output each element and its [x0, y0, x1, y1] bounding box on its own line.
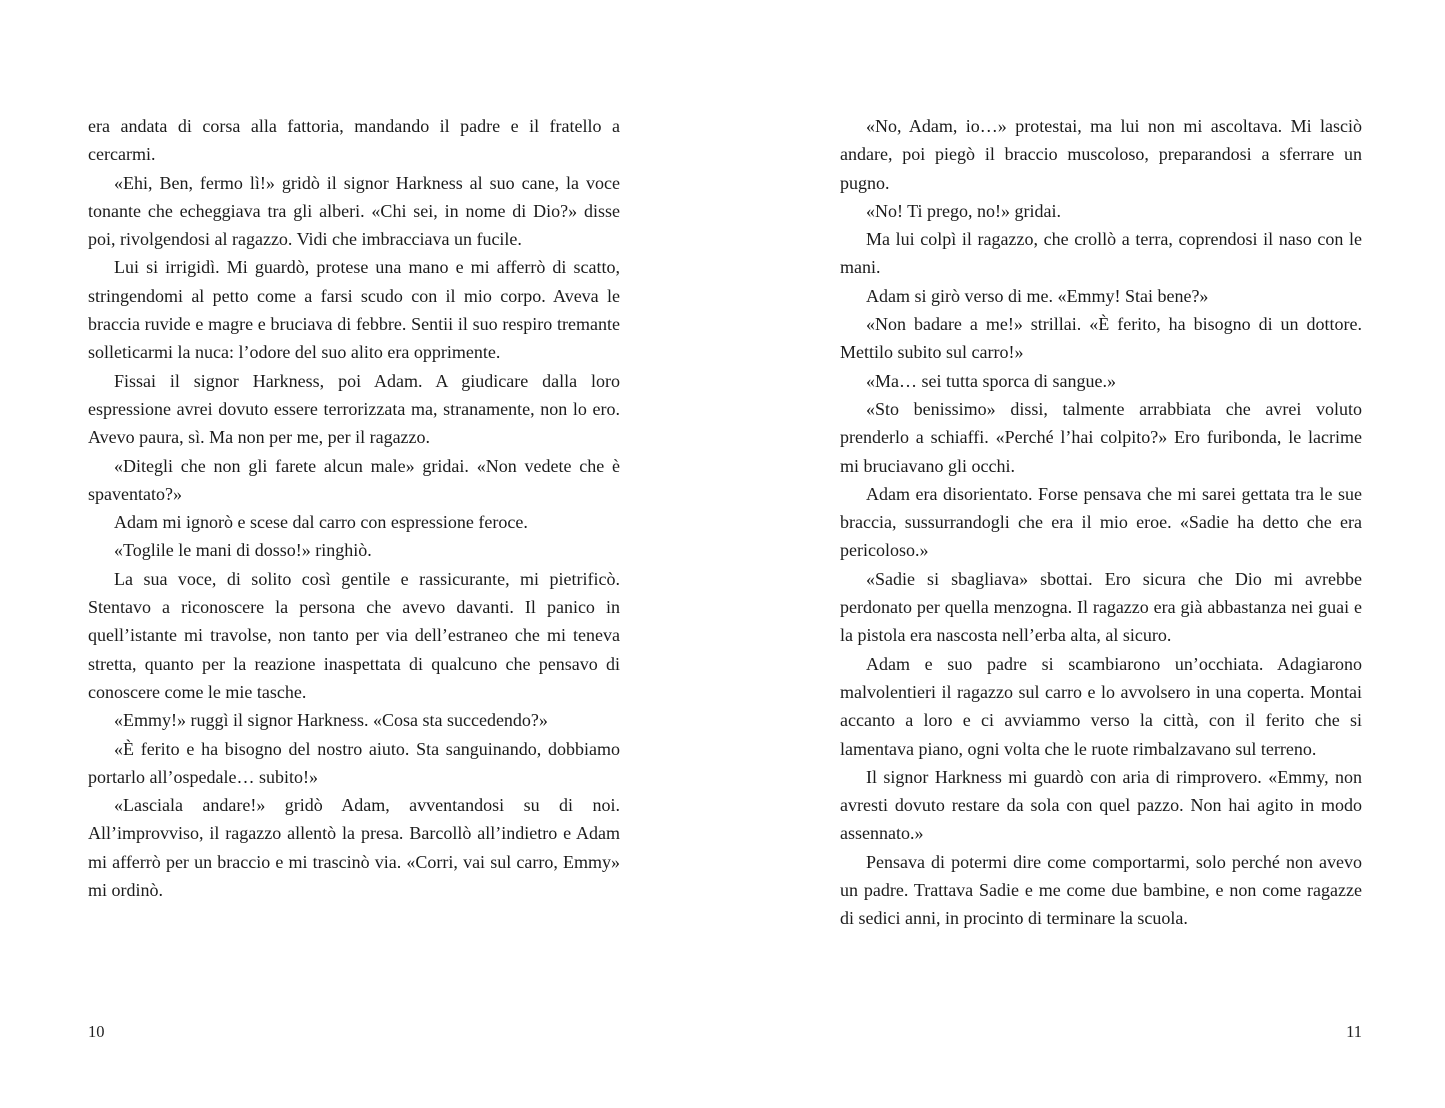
- paragraph: «Non badare a me!» strillai. «È ferito, ha bisogno di un dottore. Mettilo subito sul carro!»: [840, 314, 1362, 363]
- paragraph: «Sadie si sbagliava» sbottai. Ero sicura che Dio mi avrebbe perdonato per quella menzogna. Il ragazzo era già abbastanza nei guai e la pistola era nascosta nell’erba alta, al sicuro.: [840, 568, 1362, 646]
- page-right: [840, 0, 1362, 1108]
- paragraph: Adam e suo padre si scambiarono un’occhiata. Adagiarono malvolentieri il ragazzo sul carro e lo avvolsero in una coperta. Montai accanto a loro e ci avviammo verso la città, con il ferito che si lamentava piano, ogni volta che le ruote rimbalzavano sul terreno.: [840, 653, 1362, 759]
- paragraph: «Emmy!» ruggì il signor Harkness. «Cosa sta succedendo?»: [114, 710, 548, 731]
- paragraph: «È ferito e ha bisogno del nostro aiuto. Sta sanguinando, dobbiamo portarlo all’ospedale… subito!»: [88, 738, 620, 787]
- paragraph: Fissai il signor Harkness, poi Adam. A giudicare dalla loro espressione avrei dovuto essere terrorizzata ma, stranamente, non lo ero. Avevo paura, sì. Ma non per me, per il ragazzo.: [88, 370, 620, 448]
- paragraph: «Ehi, Ben, fermo lì!» gridò il signor Harkness al suo cane, la voce tonante che echeggiava tra gli alberi. «Chi sei, in nome di Dio?» disse poi, rivolgendosi al ragazzo. Vidi che imbracciava un fucile.: [88, 172, 620, 250]
- paragraph: La sua voce, di solito così gentile e rassicurante, mi pietrificò. Stentavo a riconoscere la persona che avevo davanti. Il panico in quell’istante mi travolse, non tanto per via dell’estraneo che mi teneva stretta, quanto per la reazione inaspettata di qualcuno che pensavo di conoscere come le mie tasche.: [88, 568, 620, 702]
- page-left-text: [88, 112, 620, 904]
- paragraph: Adam mi ignorò e scese dal carro con espressione feroce.: [114, 512, 528, 533]
- paragraph: «Ditegli che non gli farete alcun male» gridai. «Non vedete che è spaventato?»: [88, 455, 620, 504]
- page-number-left: 10: [88, 1022, 105, 1041]
- paragraph: Adam si girò verso di me. «Emmy! Stai bene?»: [866, 285, 1209, 306]
- paragraph: «No! Ti prego, no!» gridai.: [866, 200, 1061, 221]
- paragraph: Adam era disorientato. Forse pensava che mi sarei gettata tra le sue braccia, sussurrandogli che era il mio eroe. «Sadie ha detto che era pericoloso.»: [840, 483, 1362, 561]
- paragraph: «Lasciala andare!» gridò Adam, avventandosi su di noi. All’improvviso, il ragazzo allentò la presa. Barcollò all’indietro e Adam mi afferrò per un braccio e mi trascinò via. «Corri, vai sul carro, Emmy» mi ordinò.: [88, 795, 620, 901]
- paragraph: Il signor Harkness mi guardò con aria di rimprovero. «Emmy, non avresti dovuto restare da sola con quel pazzo. Non hai agito in modo assennato.»: [840, 766, 1362, 844]
- paragraph: «No, Adam, io…» protestai, ma lui non mi ascoltava. Mi lasciò andare, poi piegò il braccio muscoloso, preparandosi a sferrare un pugno.: [840, 116, 1362, 193]
- paragraph: «Sto benissimo» dissi, talmente arrabbiata che avrei voluto prenderlo a schiaffi. «Perché l’hai colpito?» Ero furibonda, le lacrime mi bruciavano gli occhi.: [840, 398, 1362, 476]
- paragraph: era andata di corsa alla fattoria, mandando il padre e il fratello a cercarmi.: [88, 116, 620, 165]
- paragraph: «Ma… sei tutta sporca di sangue.»: [866, 370, 1116, 391]
- page-number-right: 11: [1346, 1022, 1362, 1041]
- page-left: [88, 0, 620, 1108]
- paragraph: «Toglile le mani di dosso!» ringhiò.: [114, 540, 372, 561]
- page-right-text: [840, 112, 1362, 933]
- paragraph: Lui si irrigidì. Mi guardò, protese una mano e mi afferrò di scatto, stringendomi al petto come a farsi scudo con il mio corpo. Aveva le braccia ruvide e magre e bruciava di febbre. Sentii il suo respiro tremante solleticarmi la nuca: l’odore del suo alito era opprimente.: [88, 257, 620, 363]
- paragraph: Ma lui colpì il ragazzo, che crollò a terra, coprendosi il naso con le mani.: [840, 229, 1362, 278]
- paragraph: Pensava di potermi dire come comportarmi, solo perché non avevo un padre. Trattava Sadie e me come due bambine, e non come ragazze di sedici anni, in procinto di terminare la scuola.: [840, 851, 1362, 929]
